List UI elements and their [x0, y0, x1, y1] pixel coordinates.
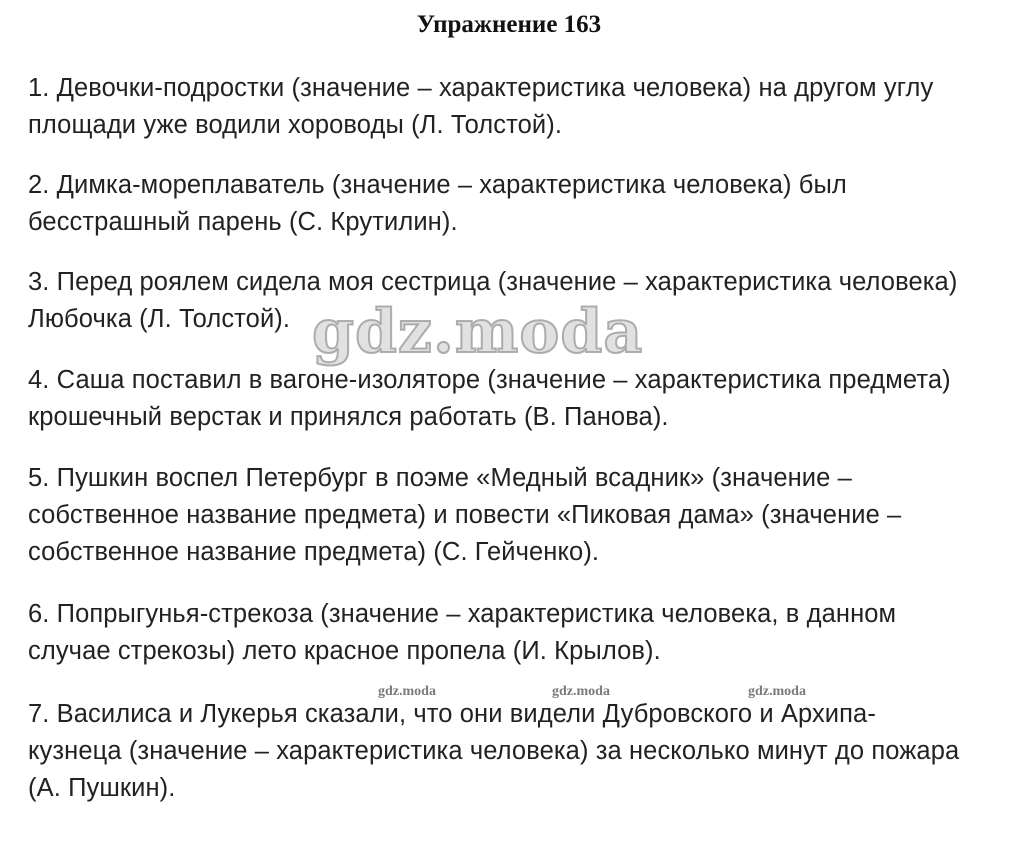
sentence-5 [28, 460, 1003, 571]
sentence-7-line-1: 7. Василиса и Лукерья сказали, что они видели Дубровского и Архипа- [28, 700, 876, 728]
sentence-6-line-1: 6. Попрыгунья-стрекоза (значение – характеристика человека, в данном [28, 600, 897, 628]
sentence-5-line-3: собственное название предмета) (С. Гейченко). [28, 538, 600, 566]
watermark-small-2: gdz.moda [552, 684, 610, 699]
watermark-small-1: gdz.moda [378, 684, 436, 699]
sentence-4-line-2: крошечный верстак и принялся работать (В. Панова). [28, 403, 669, 431]
sentence-4 [28, 362, 1003, 436]
sentence-3-line-1: 3. Перед роялем сидела моя сестрица (значение – характеристика человека) [28, 268, 958, 296]
sentence-6-line-2: случае стрекозы) лето красное пропела (И. Крылов). [28, 637, 661, 665]
sentence-5-line-1: 5. Пушкин воспел Петербург в поэме «Медный всадник» (значение – [28, 464, 852, 492]
sentence-3 [28, 264, 1003, 338]
sentence-2 [28, 167, 1003, 241]
sentence-4-line-1: 4. Саша поставил в вагоне-изоляторе (значение – характеристика предмета) [28, 366, 951, 394]
sentence-6 [28, 596, 1003, 670]
sentence-1-line-2: площади уже водили хороводы (Л. Толстой). [28, 111, 563, 139]
sentence-7-line-3: (А. Пушкин). [28, 774, 176, 802]
sentence-7 [28, 696, 1003, 807]
watermark-small-3: gdz.moda [748, 684, 806, 699]
sentence-7-line-2: кузнеца (значение – характеристика человека) за несколько минут до пожара [28, 737, 960, 765]
sentence-3-line-2: Любочка (Л. Толстой). [28, 305, 291, 333]
sentence-2-line-1: 2. Димка-мореплаватель (значение – характеристика человека) был [28, 171, 847, 199]
sentence-5-line-2: собственное название предмета) и повести «Пиковая дама» (значение – [28, 501, 902, 529]
sentence-2-line-2: бесстрашный парень (С. Крутилин). [28, 208, 458, 236]
exercise-title: Упражнение 163 [416, 11, 602, 38]
sentence-1 [28, 70, 1003, 144]
watermark-large: gdz.moda [312, 297, 644, 367]
sentence-1-line-1: 1. Девочки-подростки (значение – характеристика человека) на другом углу [28, 74, 934, 102]
